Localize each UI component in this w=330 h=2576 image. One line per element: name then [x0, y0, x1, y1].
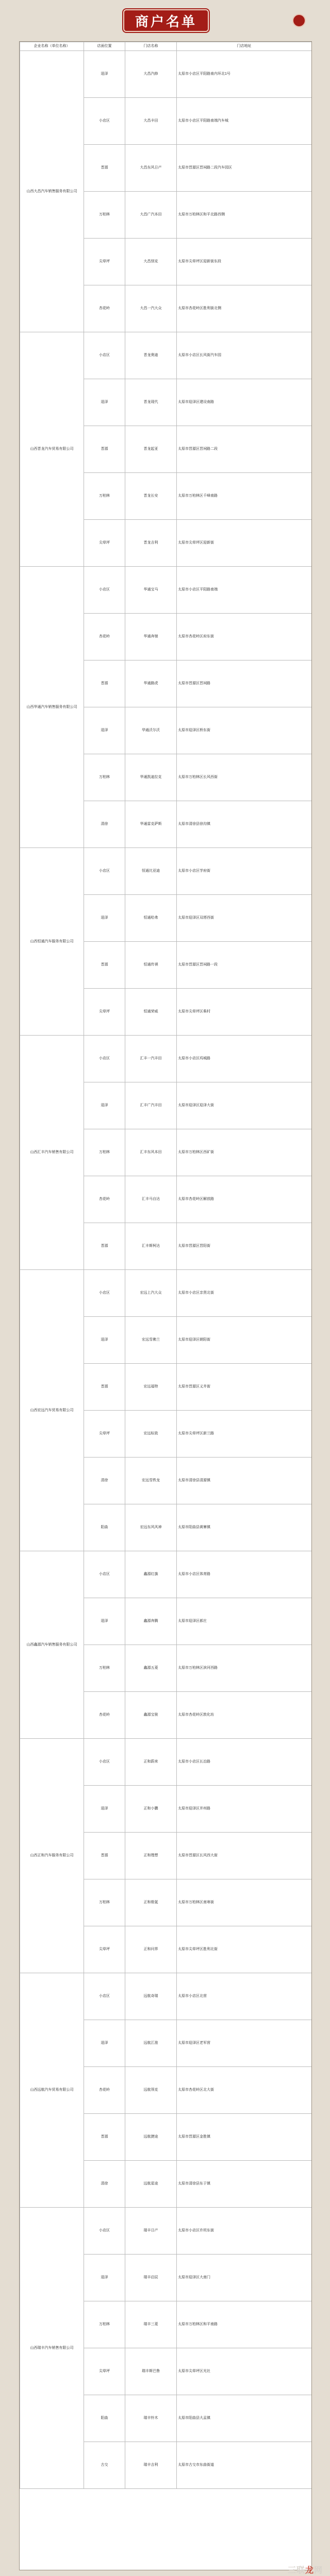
area-cell: 尖草坪: [84, 1411, 125, 1458]
store-address-cell: 太原市晋源区金胜镇: [177, 2114, 312, 2161]
site-watermark: [288, 2564, 323, 2575]
store-address-cell: 太原市清徐县徐沟镇: [177, 801, 312, 848]
store-name-cell: 恒通比亚迪: [125, 848, 177, 895]
area-cell: 晋源: [84, 1223, 125, 1270]
store-address-cell: 太原市晋源区晋阳街: [177, 1223, 312, 1270]
store-name-cell: 正和理想: [125, 1833, 177, 1879]
area-cell: 小店区: [84, 332, 125, 379]
store-name-cell: 鑫源红旗: [125, 1551, 177, 1598]
store-name-cell: 晋龙吉利: [125, 520, 177, 567]
red-seal-icon: [292, 14, 306, 27]
store-name-cell: 远航奇瑞: [125, 1973, 177, 2020]
company-name-cell: 山西瑞丰汽车销售有限公司: [20, 2208, 84, 2489]
store-name-cell: 大昌一汽大众: [125, 285, 177, 332]
page-header: [0, 0, 330, 41]
area-cell: 迎泽: [84, 1786, 125, 1833]
page-title: 商户名单: [123, 9, 209, 32]
store-name-cell: 宏远雪佛兰: [125, 1317, 177, 1364]
column-header-store: 门店名称: [125, 42, 177, 51]
store-address-cell: 太原市迎泽区大南门: [177, 2255, 312, 2301]
store-name-cell: 大昌别克: [125, 239, 177, 285]
store-address-cell: 太原市万柏林区和平北路西侧: [177, 192, 312, 239]
column-header-company: 企业名称（单位名称）: [20, 42, 84, 51]
company-name-cell: 山西远航汽车贸易有限公司: [20, 1973, 84, 2208]
store-address-cell: 太原市万柏林区西矿街: [177, 1129, 312, 1176]
area-cell: 迎泽: [84, 1598, 125, 1645]
store-address-cell: 太原市杏花岭区胜利街北侧: [177, 285, 312, 332]
store-name-cell: 大昌丰田: [125, 98, 177, 145]
area-cell: 阳曲: [84, 1504, 125, 1551]
store-name-cell: 晋龙长安: [125, 473, 177, 520]
store-name-cell: 远航星途: [125, 2161, 177, 2208]
table-row: [20, 848, 312, 895]
store-name-cell: 华通奔驰: [125, 614, 177, 660]
store-address-cell: 太原市小店区许坦东街: [177, 2208, 312, 2255]
store-name-cell: 正和极氪: [125, 1879, 177, 1926]
company-name-cell: 山西华通汽车销售服务有限公司: [20, 567, 84, 848]
store-address-cell: 太原市尖草坪区迎新街: [177, 520, 312, 567]
merchant-list-sheet: [19, 41, 312, 2570]
table-row: [20, 1739, 312, 1786]
area-cell: 清徐: [84, 1458, 125, 1504]
store-name-cell: 华通沃尔沃: [125, 707, 177, 754]
area-cell: 小店区: [84, 98, 125, 145]
store-name-cell: 鑫源五菱: [125, 1645, 177, 1692]
company-name-cell: 山西正和汽车服务有限公司: [20, 1739, 84, 1973]
area-cell: 迎泽: [84, 2255, 125, 2301]
area-cell: 小店区: [84, 848, 125, 895]
company-name-cell: 山西汇丰汽车销售有限公司: [20, 1036, 84, 1270]
area-cell: 小店区: [84, 1270, 125, 1317]
store-address-cell: 太原市迎泽区郝庄: [177, 1598, 312, 1645]
store-name-cell: 汇丰一汽丰田: [125, 1036, 177, 1082]
area-cell: 万柏林: [84, 1879, 125, 1926]
store-name-cell: 宏远标致: [125, 1411, 177, 1458]
store-address-cell: 太原市尖草坪区光社: [177, 2348, 312, 2395]
area-cell: 晋源: [84, 660, 125, 707]
column-header-address: 门店地址: [177, 42, 312, 51]
area-cell: 尖草坪: [84, 520, 125, 567]
area-cell: 小店区: [84, 1973, 125, 2020]
store-address-cell: 太原市晋源区晋祠路二段汽车园区: [177, 145, 312, 192]
area-cell: 晋源: [84, 426, 125, 473]
table-row: [20, 332, 312, 379]
store-address-cell: 太原市万柏林区长风西街: [177, 754, 312, 801]
table-row: [20, 1973, 312, 2020]
store-name-cell: 晋龙奥迪: [125, 332, 177, 379]
area-cell: 杏花岭: [84, 1176, 125, 1223]
store-address-cell: 太原市尖草坪区新兰路: [177, 1411, 312, 1458]
store-name-cell: 瑞丰启辰: [125, 2255, 177, 2301]
area-cell: 杏花岭: [84, 285, 125, 332]
store-address-cell: 太原市万柏林区南寒街: [177, 1879, 312, 1926]
store-address-cell: 太原市万柏林区滨河西路: [177, 1645, 312, 1692]
store-address-cell: 太原市晋源区晋祠路一段: [177, 942, 312, 989]
area-cell: 晋源: [84, 942, 125, 989]
table-row: [20, 51, 312, 98]
store-address-cell: 太原市晋源区晋祠路: [177, 660, 312, 707]
area-cell: 杏花岭: [84, 2067, 125, 2114]
store-name-cell: 汇丰斯柯达: [125, 1223, 177, 1270]
area-cell: 尖草坪: [84, 989, 125, 1036]
store-address-cell: 太原市古交市东曲街道: [177, 2442, 312, 2489]
store-name-cell: 大昌东风日产: [125, 145, 177, 192]
area-cell: 晋源: [84, 1364, 125, 1411]
store-name-cell: 瑞丰吉利: [125, 2442, 177, 2489]
table-row: [20, 1551, 312, 1598]
store-name-cell: 瑞丰日产: [125, 2208, 177, 2255]
store-address-cell: 太原市清徐县清源镇: [177, 1458, 312, 1504]
company-name-cell: 山西大昌汽车销售服务有限公司: [20, 51, 84, 332]
table-header-row: [20, 42, 312, 51]
store-address-cell: 太原市小店区坞城路: [177, 1036, 312, 1082]
store-address-cell: 太原市迎泽区老军营: [177, 2020, 312, 2067]
store-address-cell: 太原市万柏林区和平南路: [177, 2301, 312, 2348]
store-name-cell: 鑫源宝骏: [125, 1692, 177, 1739]
store-name-cell: 华通雷克萨斯: [125, 801, 177, 848]
company-name-cell: 山西恒通汽车服务有限公司: [20, 848, 84, 1036]
company-name-cell: 山西鑫源汽车销售服务有限公司: [20, 1551, 84, 1739]
store-address-cell: 太原市小店区平阳路南端: [177, 567, 312, 614]
store-address-cell: 太原市小店区平阳路南端汽车城: [177, 98, 312, 145]
store-address-cell: 太原市杏花岭区解放路: [177, 1176, 312, 1223]
area-cell: 阳曲: [84, 2395, 125, 2442]
store-address-cell: 太原市清徐县东于镇: [177, 2161, 312, 2208]
store-address-cell: 太原市尖草坪区迎新街东段: [177, 239, 312, 285]
company-name-cell: 山西宏远汽车贸易有限公司: [20, 1270, 84, 1551]
store-name-cell: 宏远福特: [125, 1364, 177, 1411]
area-cell: 杏花岭: [84, 614, 125, 660]
area-cell: 尖草坪: [84, 1926, 125, 1973]
column-header-area: 店面位置: [84, 42, 125, 51]
store-name-cell: 瑞丰铃木: [125, 2395, 177, 2442]
store-name-cell: 瑞丰三菱: [125, 2301, 177, 2348]
company-name-cell: 山西晋龙汽车贸易有限公司: [20, 332, 84, 567]
store-name-cell: 远航领克: [125, 2067, 177, 2114]
table-row: [20, 567, 312, 614]
table-row: [20, 1036, 312, 1082]
store-name-cell: 恒通荣威: [125, 989, 177, 1036]
store-name-cell: 宏远雪铁龙: [125, 1458, 177, 1504]
store-address-cell: 太原市小店区体育路: [177, 1551, 312, 1598]
area-cell: 清徐: [84, 2161, 125, 2208]
area-cell: 晋源: [84, 2114, 125, 2161]
area-cell: 迎泽: [84, 707, 125, 754]
area-cell: 迎泽: [84, 1317, 125, 1364]
area-cell: 迎泽: [84, 51, 125, 98]
area-cell: 杏花岭: [84, 1692, 125, 1739]
store-name-cell: 远航捷途: [125, 2114, 177, 2161]
store-name-cell: 汇丰马自达: [125, 1176, 177, 1223]
area-cell: 万柏林: [84, 192, 125, 239]
merchant-table: [20, 42, 312, 2489]
store-address-cell: 太原市晋源区义井街: [177, 1364, 312, 1411]
store-address-cell: 太原市万柏林区千峰南路: [177, 473, 312, 520]
store-name-cell: 远航江淮: [125, 2020, 177, 2067]
table-row: [20, 1270, 312, 1317]
store-address-cell: 太原市迎泽区桥东街: [177, 707, 312, 754]
store-address-cell: 太原市小店区北营: [177, 1973, 312, 2020]
store-name-cell: 正和问界: [125, 1926, 177, 1973]
area-cell: 小店区: [84, 1739, 125, 1786]
store-address-cell: 太原市小店区长风街汽车园: [177, 332, 312, 379]
store-address-cell: 太原市阳曲县大盂镇: [177, 2395, 312, 2442]
store-name-cell: 华通凯迪拉克: [125, 754, 177, 801]
store-address-cell: 太原市阳曲县黄寨镇: [177, 1504, 312, 1551]
area-cell: 尖草坪: [84, 2348, 125, 2395]
table-body: [20, 51, 312, 2489]
table-row: [20, 2208, 312, 2255]
area-cell: 小店区: [84, 2208, 125, 2255]
store-address-cell: 太原市小店区亲贤北街: [177, 1270, 312, 1317]
area-cell: 晋源: [84, 1833, 125, 1879]
store-address-cell: 太原市尖草坪区柴村: [177, 989, 312, 1036]
store-address-cell: 太原市晋源区长风西大街: [177, 1833, 312, 1879]
area-cell: 万柏林: [84, 473, 125, 520]
store-name-cell: 恒通传祺: [125, 942, 177, 989]
store-address-cell: 太原市杏花岭区敦化坊: [177, 1692, 312, 1739]
area-cell: 小店区: [84, 1036, 125, 1082]
store-name-cell: 晋龙起亚: [125, 426, 177, 473]
area-cell: 迎泽: [84, 895, 125, 942]
watermark-accent: 龙: [305, 2566, 314, 2575]
store-address-cell: 太原市小店区长治路: [177, 1739, 312, 1786]
area-cell: 古交: [84, 2442, 125, 2489]
store-name-cell: 大昌广汽本田: [125, 192, 177, 239]
watermark-text: 三联龙网: [287, 2566, 323, 2575]
store-address-cell: 太原市迎泽区朝阳街: [177, 1317, 312, 1364]
store-address-cell: 太原市小店区学府街: [177, 848, 312, 895]
store-name-cell: 正和小鹏: [125, 1786, 177, 1833]
store-name-cell: 宏远上汽大众: [125, 1270, 177, 1317]
store-name-cell: 华通宝马: [125, 567, 177, 614]
area-cell: 迎泽: [84, 379, 125, 426]
store-name-cell: 华通路虎: [125, 660, 177, 707]
store-address-cell: 太原市迎泽区迎泽大街: [177, 1082, 312, 1129]
area-cell: 小店区: [84, 567, 125, 614]
area-cell: 万柏林: [84, 1645, 125, 1692]
store-address-cell: 太原市晋源区晋祠路二段: [177, 426, 312, 473]
area-cell: 清徐: [84, 801, 125, 848]
store-address-cell: 太原市尖草坪区胜利北街: [177, 1926, 312, 1973]
area-cell: 迎泽: [84, 2020, 125, 2067]
store-address-cell: 太原市迎泽区并州路: [177, 1786, 312, 1833]
area-cell: 万柏林: [84, 1129, 125, 1176]
store-address-cell: 太原市迎泽区双塔西街: [177, 895, 312, 942]
area-cell: 小店区: [84, 1551, 125, 1598]
area-cell: 万柏林: [84, 754, 125, 801]
store-name-cell: 正和蔚来: [125, 1739, 177, 1786]
store-address-cell: 太原市杏花岭区府东街: [177, 614, 312, 660]
store-name-cell: 瑞丰斯巴鲁: [125, 2348, 177, 2395]
area-cell: 万柏林: [84, 2301, 125, 2348]
store-name-cell: 汇丰东风本田: [125, 1129, 177, 1176]
store-address-cell: 太原市杏花岭区北大街: [177, 2067, 312, 2114]
store-name-cell: 晋龙现代: [125, 379, 177, 426]
store-name-cell: 宏远东风风神: [125, 1504, 177, 1551]
store-address-cell: 太原市小店区平阳路南内环北1号: [177, 51, 312, 98]
store-name-cell: 汇丰广汽丰田: [125, 1082, 177, 1129]
area-cell: 尖草坪: [84, 239, 125, 285]
store-name-cell: 大昌汽修: [125, 51, 177, 98]
store-address-cell: 太原市迎泽区建设南路: [177, 379, 312, 426]
store-name-cell: 鑫源奔腾: [125, 1598, 177, 1645]
store-name-cell: 恒通哈弗: [125, 895, 177, 942]
area-cell: 晋源: [84, 145, 125, 192]
area-cell: 迎泽: [84, 1082, 125, 1129]
